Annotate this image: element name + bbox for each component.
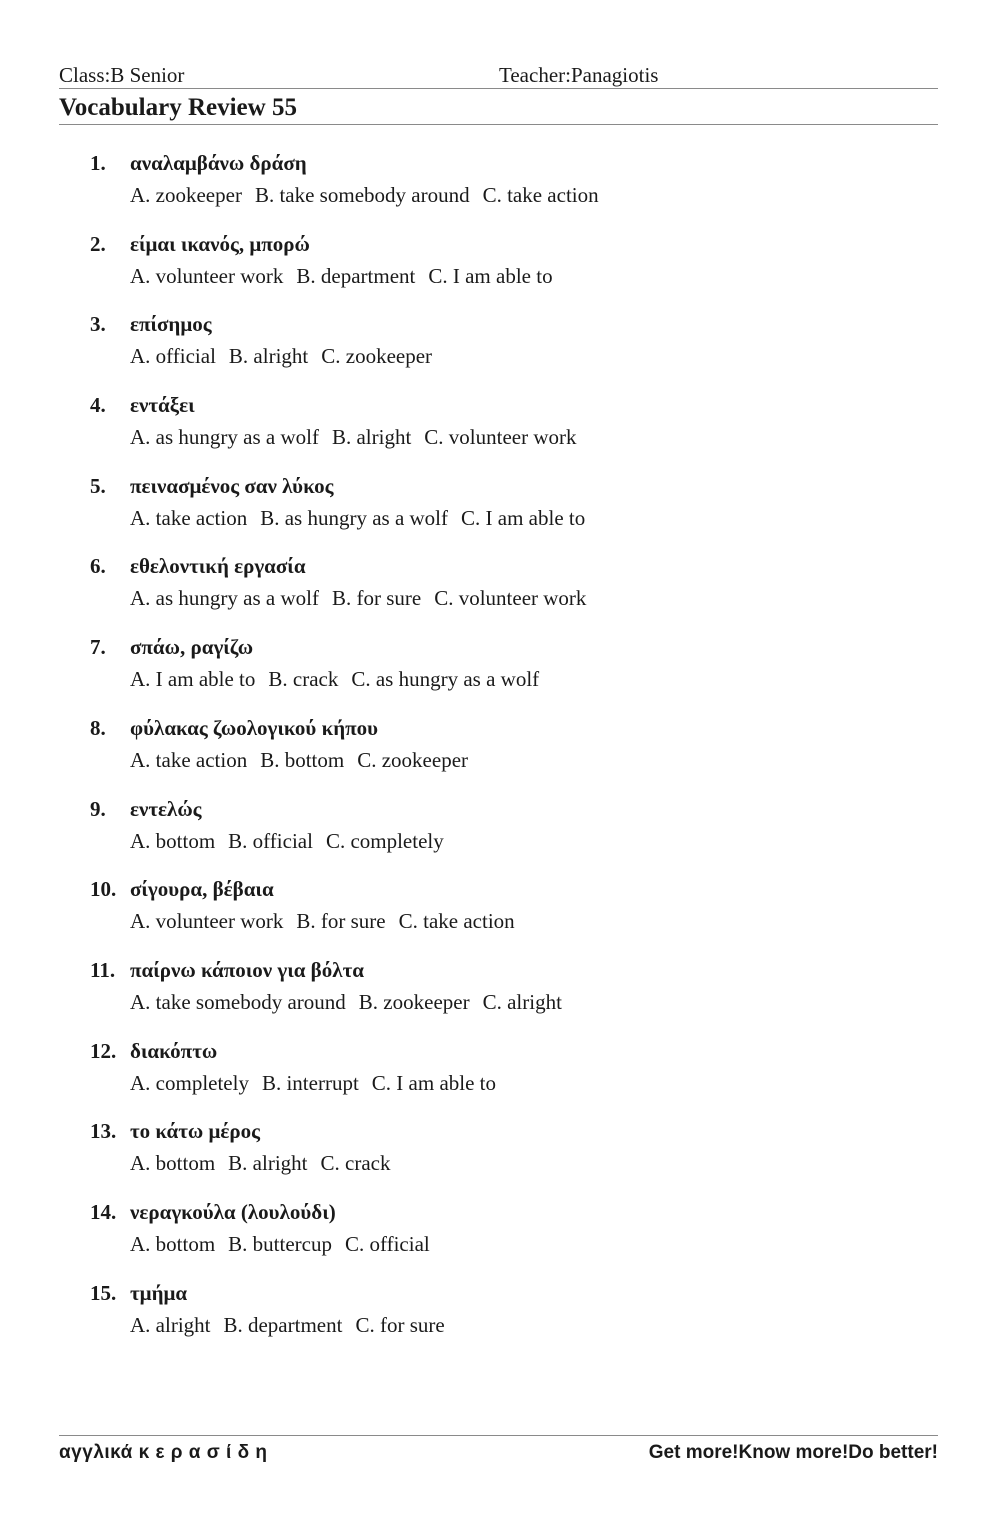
question-item	[0, 471, 1000, 552]
answer-options	[130, 1148, 403, 1178]
question-number: 15.	[90, 1280, 117, 1305]
answer-option[interactable]: C. I am able to	[428, 263, 553, 288]
question-number: 3.	[90, 312, 106, 337]
answer-option[interactable]: C. official	[344, 1231, 430, 1256]
question-item	[0, 148, 1000, 229]
answer-option[interactable]: B. alright	[228, 1151, 308, 1176]
answer-options	[130, 1229, 443, 1259]
answer-options	[130, 1068, 509, 1098]
question-item	[0, 794, 1000, 875]
answer-options	[130, 906, 528, 936]
question-item	[0, 1116, 1000, 1197]
answer-option[interactable]: B. alright	[228, 344, 309, 369]
question-number: 1.	[90, 151, 106, 175]
answer-option[interactable]: C. completely	[325, 828, 444, 853]
question-term: εντελώς	[130, 796, 202, 821]
teacher-label: Teacher:Panagiotis	[499, 63, 659, 87]
question-item	[0, 551, 1000, 632]
footer	[59, 1435, 938, 1468]
footer-slogan: Get more!Know more!Do better!	[648, 1442, 938, 1463]
answer-options	[130, 987, 575, 1017]
question-term: νεραγκούλα (λουλούδι)	[130, 1199, 336, 1224]
title-row	[59, 92, 938, 125]
answer-option[interactable]: C. as hungry as a wolf	[351, 667, 540, 692]
answer-option[interactable]: B. as hungry as a wolf	[260, 505, 449, 530]
question-term: σπάω, ραγίζω	[130, 635, 254, 660]
question-term: σίγουρα, βέβαια	[130, 877, 274, 902]
answer-option[interactable]: A. zookeeper	[130, 183, 242, 207]
answer-option[interactable]: A. alright	[130, 1312, 211, 1337]
answer-options	[130, 341, 445, 371]
question-item	[0, 390, 1000, 471]
answer-option[interactable]: B. department	[223, 1312, 343, 1337]
question-term: φύλακας ζωολογικού κήπου	[130, 715, 379, 740]
answer-options	[130, 826, 457, 856]
answer-option[interactable]: C. zookeeper	[357, 747, 469, 772]
answer-option[interactable]: B. bottom	[260, 747, 345, 772]
question-number: 10.	[90, 877, 117, 902]
question-number: 6.	[90, 554, 106, 579]
question-term: επίσημος	[130, 312, 212, 337]
answer-option[interactable]: B. take somebody around	[254, 183, 470, 207]
page-title: Vocabulary Review 55	[59, 94, 297, 121]
answer-options	[130, 261, 566, 291]
question-number: 8.	[90, 715, 106, 740]
answer-options	[130, 422, 590, 452]
worksheet-header	[59, 62, 938, 89]
answer-option[interactable]: A. official	[130, 344, 216, 369]
question-number: 13.	[90, 1119, 117, 1144]
question-term: είμαι ικανός, μπορώ	[130, 231, 310, 256]
answer-option[interactable]: C. zookeeper	[321, 344, 433, 369]
question-term: τμήμα	[130, 1280, 188, 1305]
answer-option[interactable]: C. I am able to	[371, 1070, 497, 1095]
question-term: παίρνω κάποιον για βόλτα	[130, 957, 364, 982]
answer-options	[130, 664, 552, 694]
answer-option[interactable]: A. bottom	[130, 1151, 216, 1176]
question-term: το κάτω μέρος	[130, 1119, 260, 1144]
answer-option[interactable]: A. take action	[130, 747, 248, 772]
answer-option[interactable]: B. interrupt	[261, 1070, 359, 1095]
answer-options	[130, 583, 599, 613]
answer-options	[130, 745, 481, 775]
answer-option[interactable]: C. crack	[320, 1151, 391, 1176]
answer-option[interactable]: B. for sure	[331, 586, 422, 611]
answer-options	[130, 1310, 458, 1340]
answer-option[interactable]: B. crack	[268, 667, 339, 692]
question-item	[0, 1036, 1000, 1117]
answer-option[interactable]: B. official	[228, 828, 313, 853]
answer-option[interactable]: C. alright	[482, 989, 562, 1014]
question-item	[0, 632, 1000, 713]
answer-option[interactable]: B. zookeeper	[358, 989, 470, 1014]
answer-option[interactable]: A. bottom	[130, 1231, 216, 1256]
class-label: Class:B Senior	[59, 63, 185, 87]
question-number: 7.	[90, 635, 106, 660]
question-number: 4.	[90, 393, 106, 418]
answer-option[interactable]: B. department	[296, 263, 416, 288]
question-term: αναλαμβάνω δράση	[130, 151, 307, 175]
question-item	[0, 1278, 1000, 1359]
question-term: εντάξει	[130, 393, 195, 418]
answer-option[interactable]: A. volunteer work	[130, 263, 284, 288]
answer-option[interactable]: C. volunteer work	[424, 425, 577, 450]
question-item	[0, 229, 1000, 310]
question-term: εθελοντική εργασία	[130, 554, 306, 579]
question-number: 2.	[90, 231, 106, 256]
answer-option[interactable]: B. buttercup	[228, 1231, 332, 1256]
answer-options	[130, 503, 598, 533]
answer-option[interactable]: A. completely	[130, 1070, 249, 1095]
answer-option[interactable]: A. take action	[130, 505, 248, 530]
question-term: πεινασμένος σαν λύκος	[130, 473, 334, 498]
question-item	[0, 1197, 1000, 1278]
footer-brand: αγγλικά κ ε ρ α σ ί δ η	[59, 1442, 268, 1463]
question-number: 12.	[90, 1038, 117, 1063]
question-number: 11.	[90, 957, 116, 982]
question-item	[0, 874, 1000, 955]
question-item	[0, 955, 1000, 1036]
answer-option[interactable]: A. as hungry as a wolf	[130, 586, 319, 611]
answer-option[interactable]: A. take somebody around	[130, 989, 346, 1014]
question-item	[0, 309, 1000, 390]
answer-option[interactable]: C. for sure	[355, 1312, 445, 1337]
answer-option[interactable]: A. bottom	[130, 828, 216, 853]
question-list	[0, 148, 1000, 1358]
answer-option[interactable]: A. as hungry as a wolf	[130, 425, 319, 450]
answer-options	[130, 180, 612, 210]
answer-option[interactable]: B. for sure	[296, 909, 386, 934]
question-number: 14.	[90, 1199, 117, 1224]
answer-option[interactable]: C. volunteer work	[434, 586, 587, 611]
answer-option[interactable]: A. volunteer work	[130, 909, 284, 934]
question-item	[0, 713, 1000, 794]
question-number: 5.	[90, 473, 106, 498]
question-number: 9.	[90, 796, 106, 821]
answer-option[interactable]: C. take action	[482, 183, 599, 207]
question-term: διακόπτω	[130, 1038, 218, 1063]
answer-option[interactable]: A. I am able to	[130, 667, 256, 692]
answer-option[interactable]: B. alright	[331, 425, 412, 450]
answer-option[interactable]: C. I am able to	[461, 505, 586, 530]
answer-option[interactable]: C. take action	[398, 909, 515, 934]
